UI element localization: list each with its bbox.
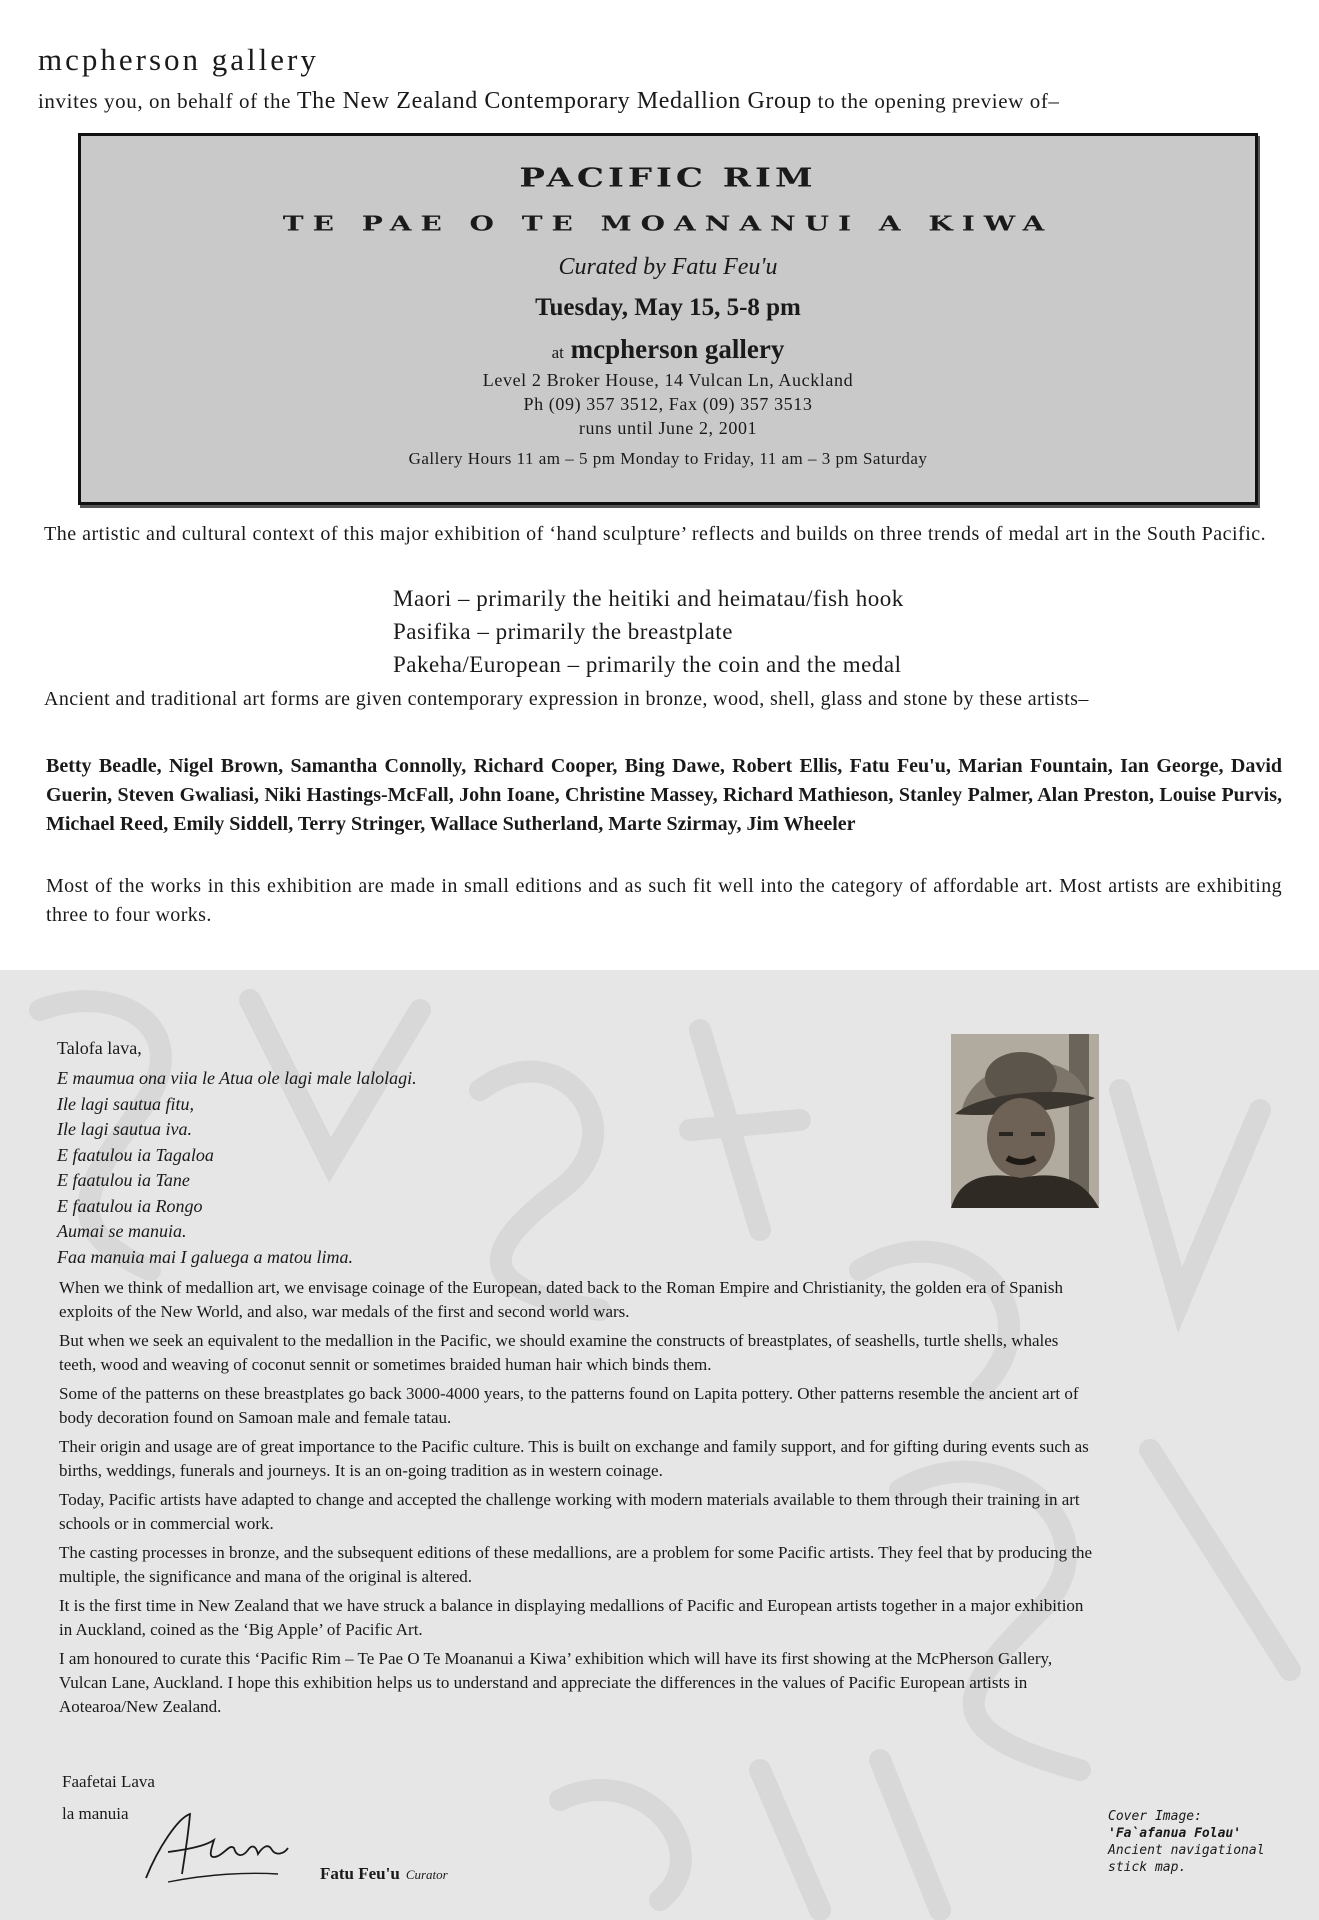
invite-post: to the opening preview of– [811,89,1060,113]
venue-phone: Ph (09) 357 3512, Fax (09) 357 3513 [523,394,813,414]
gallery-name: mcpherson gallery [38,42,319,77]
gallery-hours: Gallery Hours 11 am – 5 pm Monday to Friday, 11 am – 3 pm Saturday [408,449,928,468]
cover-desc: Ancient navigational [1108,1843,1265,1858]
venue-details [81,368,1255,440]
cover-desc: stick map. [1108,1860,1187,1875]
trend-item: Maori – primarily the heitiki and heimatau/fish hook [393,586,904,611]
verse-line: Aumai se manuia. [57,1221,187,1241]
letter-paragraph: But when we seek an equivalent to the medallion in the Pacific, we should examine the constructs of breastplates, of seashells, turtle shells, whales teeth, wood and weaving of coconut sennit or sometimes braided human hair which binds them. [59,1331,1059,1374]
letter-paragraph: Their origin and usage are of great importance to the Pacific culture. This is built on exchange and family support, and for gifting during events such as births, weddings, funerals and journeys. It is an on-going tradition as in western coinage. [59,1437,1089,1480]
venue-at: at [551,343,564,362]
curator-letter-section [0,970,1319,1920]
exhibition-subtitle: TE PAE O TE MOANANUI A KIWA [282,211,1054,236]
opening-date: Tuesday, May 15, 5-8 pm [535,294,801,321]
greeting: Talofa lava, [57,1038,142,1058]
letter-paragraph: It is the first time in New Zealand that we have struck a balance in displaying medallions of Pacific and European artists together in a major exhibition in Auckland, coined as the ‘Big Apple’ of Pacific Art. [59,1596,1084,1639]
forms-paragraph: Ancient and traditional art forms are given contemporary expression in bronze, wood, shell, glass and stone by these artists– [44,688,1089,710]
verse-line: Ile lagi sautua fitu, [57,1093,194,1114]
editions-paragraph: Most of the works in this exhibition are made in small editions and as such fit well into the category of affordable art. Most artists are exhibiting three to four works. [46,875,1282,926]
cover-title-line [1108,1825,1265,1842]
letter-paragraph: The casting processes in bronze, and the subsequent editions of these medallions, are a problem for some Pacific artists. They feel that by producing the multiple, the significance and mana of the original is altered. [59,1543,1093,1586]
signer-role: Curator [405,1867,448,1882]
letter-paragraph: When we think of medallion art, we envisage coinage of the European, dated back to the Roman Empire and Christianity, the golden era of Spanish exploits of the New World, and also, war medals of the first and second world wars. [59,1278,1063,1321]
invite-line [38,88,1060,115]
invite-group: The New Zealand Contemporary Medallion Group [296,88,812,114]
verse-line: E maumua ona viia le Atua ole lagi male lalolagi. [57,1068,417,1088]
trends-list [393,582,904,681]
curator-name [320,1864,448,1884]
letter-paragraph: Today, Pacific artists have adapted to change and accepted the challenge working with modern materials available to them through their training in art schools or in commercial work. [59,1490,1080,1533]
exhibition-banner [78,133,1258,505]
venue [81,334,1255,365]
exhibition-title: PACIFIC RIM [519,162,817,194]
verse-line: E faatulou ia Rongo [57,1195,203,1216]
letter-paragraph: Some of the patterns on these breastplates go back 3000-4000 years, to the patterns found on Lapita pottery. Other patterns resemble the ancient art of body decoration found on Samoan male and female tatau. [59,1384,1079,1427]
exhibition-runs: runs until June 2, 2001 [578,418,758,438]
signer-name: Fatu Feu'u [320,1864,400,1883]
venue-name: mcpherson gallery [570,334,785,364]
artists-list: Betty Beadle, Nigel Brown, Samantha Connolly, Richard Cooper, Bing Dawe, Robert Ellis, Fatu Feu'u, Marian Fountain, Ian George, David Guerin, Steven Gwaliasi, Niki Hastings-McFall, John Ioane, Christine Massey, Richard Mathieson, Stanley Palmer, Alan Preston, Louise Purvis, Michael Reed, Emily Siddell, Terry Stringer, Wallace Sutherland, Marte Szirmay, Jim Wheeler [46,755,1282,835]
cover-label: Cover Image: [1108,1809,1202,1824]
intro-paragraph: The artistic and cultural context of this major exhibition of ‘hand sculpture’ reflects and builds on three trends of medal art in the South Pacific. [44,523,1267,545]
verse-line: Ile lagi sautua iva. [57,1119,192,1139]
verse-line: E faatulou ia Tagaloa [57,1144,214,1165]
closing-line: Faafetai Lava [62,1772,155,1791]
verse-line: Faa manuia mai I galuega a matou lima. [57,1246,353,1267]
cover-image-caption [1108,1808,1265,1876]
invite-pre: invites you, on behalf of the [38,89,297,113]
closing-line: la manuia [62,1804,129,1823]
curator-signature [138,1808,318,1888]
trend-item: Pasifika – primarily the breastplate [393,619,733,644]
curated-by: Curated by Fatu Feu'u [558,254,778,280]
cover-title: 'Fa`afanua Folau' [1108,1826,1242,1841]
verse-line: E faatulou ia Tane [57,1170,190,1190]
trend-item: Pakeha/European – primarily the coin and the medal [393,652,902,677]
venue-address: Level 2 Broker House, 14 Vulcan Ln, Auckland [482,370,854,390]
samoan-verse [57,1066,417,1270]
letter-paragraph: I am honoured to curate this ‘Pacific Rim – Te Pae O Te Moananui a Kiwa’ exhibition which will have its first showing at the McPherson Gallery, Vulcan Lane, Auckland. I hope this exhibition helps us to understand and appreciate the differences in the values of Pacific European artists in Aotearoa/New Zealand. [59,1649,1053,1716]
curator-portrait [951,1034,1099,1208]
letter-body [59,1276,1099,1724]
